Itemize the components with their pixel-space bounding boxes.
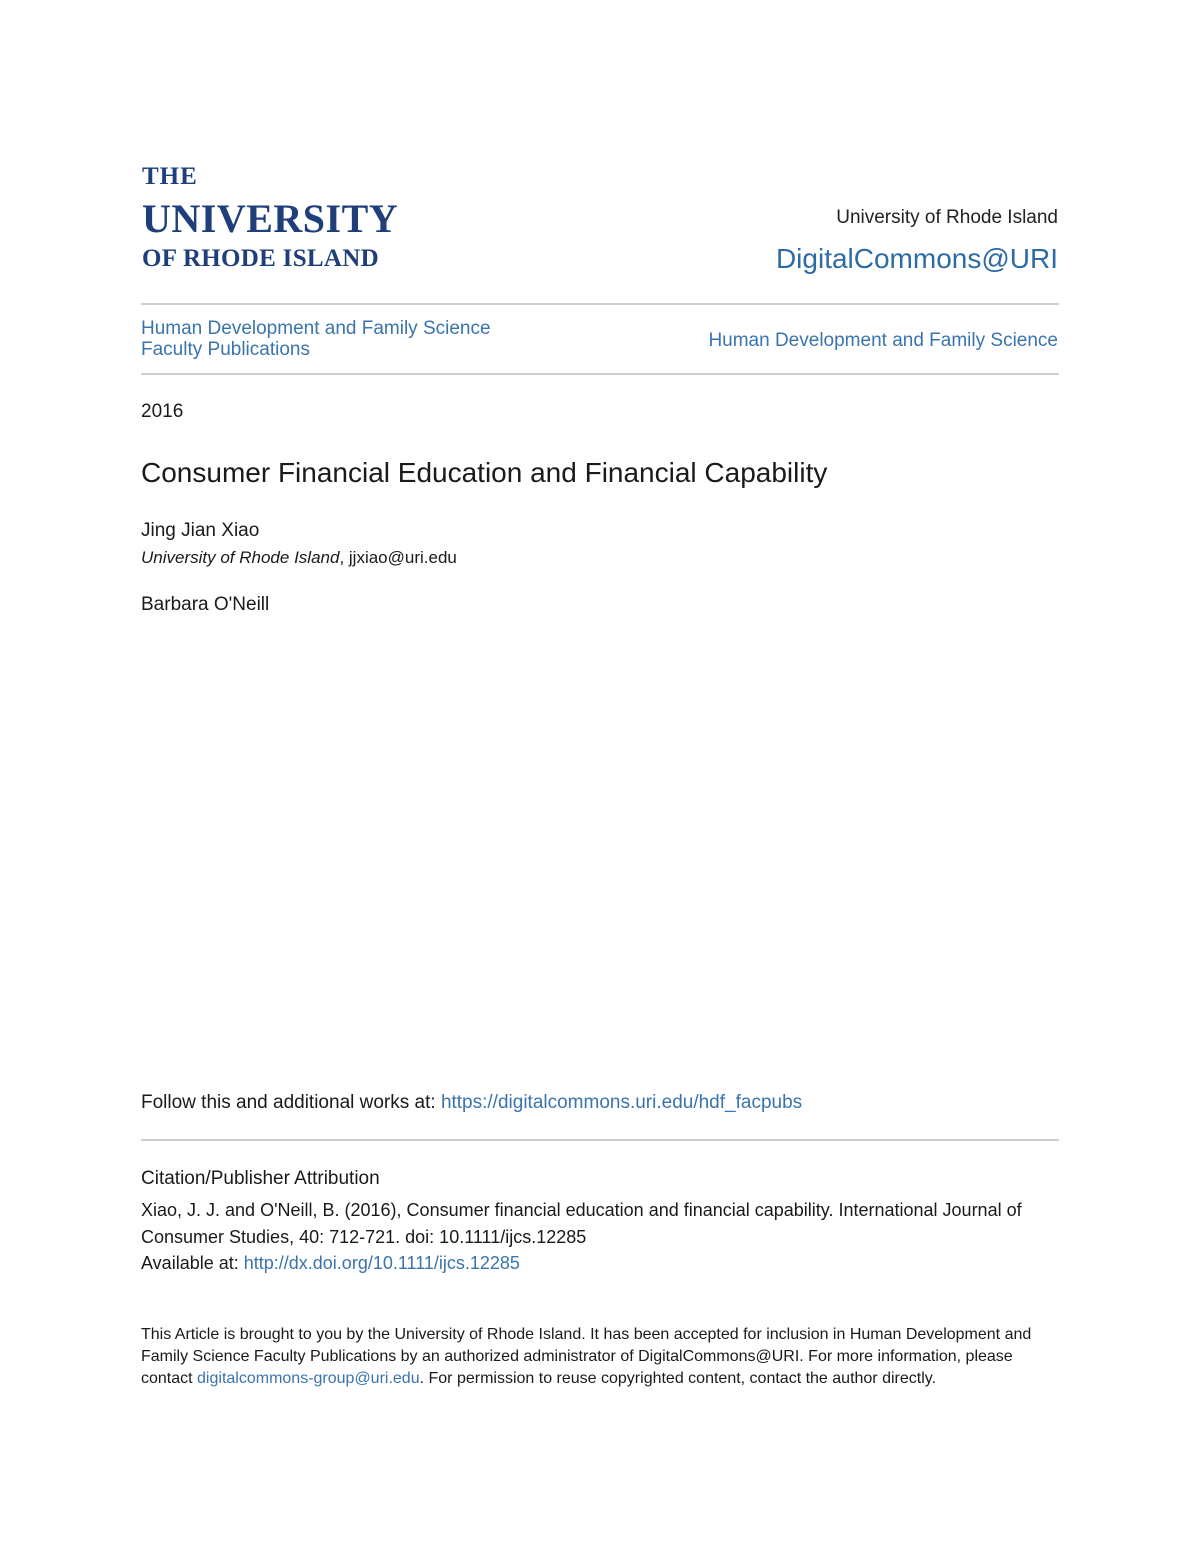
divider-bottom — [141, 1139, 1059, 1141]
author-2-name: Barbara O'Neill — [141, 594, 270, 615]
series-link[interactable] — [141, 318, 561, 360]
affiliation-name: University of Rhode Island — [141, 548, 340, 567]
citation-heading: Citation/Publisher Attribution — [141, 1168, 380, 1189]
citation-text: Xiao, J. J. and O'Neill, B. (2016), Consumer financial education and financial capability. International Journal of Consumer Studies, 40: 712-721. doi: 10.1111/ijcs.12285 — [141, 1200, 1022, 1247]
department-link[interactable]: Human Development and Family Science — [708, 330, 1058, 351]
doi-link[interactable]: http://dx.doi.org/10.1111/ijcs.12285 — [243, 1253, 520, 1273]
divider-top — [141, 303, 1059, 305]
series-line-1: Human Development and Family Science — [141, 318, 491, 339]
author-1-name: Jing Jian Xiao — [141, 520, 260, 541]
university-logo — [142, 163, 398, 273]
logo-line-rhode-island: OF RHODE ISLAND — [142, 245, 379, 272]
divider-middle — [141, 373, 1059, 375]
follow-line — [141, 1092, 802, 1114]
logo-line-the: THE — [142, 163, 198, 190]
collection-url-link[interactable]: https://digitalcommons.uri.edu/hdf_facpubs — [440, 1092, 803, 1113]
publication-year: 2016 — [141, 401, 184, 422]
citation-body — [141, 1197, 1041, 1277]
article-title: Consumer Financial Education and Financial Capability — [141, 457, 828, 488]
repository-link[interactable]: DigitalCommons@URI — [775, 243, 1058, 274]
available-label: Available at: — [141, 1253, 244, 1273]
series-line-2: Faculty Publications — [141, 339, 310, 360]
author-1-affiliation: University of Rhode Island, jjxiao@uri.edu — [141, 548, 457, 567]
logo-line-university: UNIVERSITY — [142, 196, 399, 241]
follow-text: Follow this and additional works at: — [141, 1092, 441, 1113]
notice-text-1: This Article is brought to you by the University of Rhode Island. It has been accepted for inclusion in Human Development and Family Science Faculty Publications by an authorized administrator of DigitalCommons@URI. For more information, please contact — [141, 1326, 1032, 1387]
notice-text-2: . For permission to reuse copyrighted content, contact the author directly. — [419, 1370, 937, 1387]
institution-name: University of Rhode Island — [836, 207, 1058, 228]
repository-notice — [141, 1324, 1061, 1390]
author-1-email: jjxiao@uri.edu — [348, 548, 457, 567]
contact-email-link[interactable]: digitalcommons-group@uri.edu — [197, 1370, 420, 1387]
